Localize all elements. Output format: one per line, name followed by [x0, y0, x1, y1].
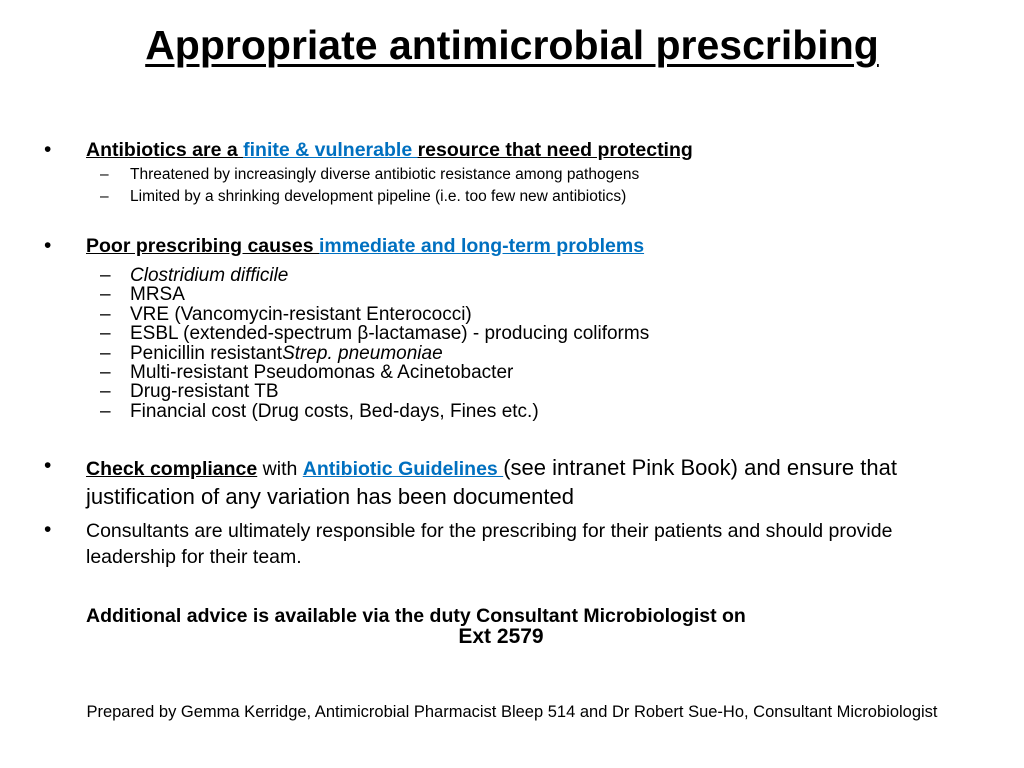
bullet3-rest: (see intranet Pink Book) and ensure that justification of any variation has been documented — [86, 455, 897, 509]
list-item-italic: Clostridium difficile — [130, 265, 289, 286]
dash-icon: – — [100, 303, 111, 325]
dash-icon: – — [100, 400, 111, 422]
bullet1-suffix: resource that need protecting — [417, 139, 693, 161]
list-item — [100, 363, 649, 382]
bullet-check-compliance — [44, 454, 944, 512]
dash-icon: – — [100, 323, 111, 345]
bullet1-prefix: Antibiotics are a — [86, 139, 244, 161]
advice-extension: Ext 2579 — [458, 625, 544, 648]
list-item — [100, 382, 649, 401]
bullet-poor-prescribing — [44, 234, 944, 258]
list-item-text: Multi-resistant Pseudomonas & Acinetobacter — [130, 361, 514, 383]
bullet1-link[interactable]: finite & vulnerable — [243, 139, 418, 161]
list-item — [100, 266, 649, 285]
dash-icon: – — [100, 265, 111, 286]
bullet-dot-icon: • — [44, 518, 52, 541]
footer-credits: Prepared by Gemma Kerridge, Antimicrobial Pharmacist Bleep 514 and Dr Robert Sue-Ho, Consultant Microbiologist — [86, 703, 938, 721]
list-item — [100, 324, 649, 343]
list-item-text: Penicillin resistant — [130, 342, 283, 364]
list-item-italic: Strep. pneumoniae — [282, 342, 443, 364]
list-item-text: Financial cost (Drug costs, Bed-days, Fines etc.) — [130, 400, 539, 422]
bullet-dot-icon: • — [44, 234, 52, 257]
dash-icon: – — [100, 381, 111, 403]
list-item-text: VRE (Vancomycin-resistant Enterococci) — [130, 303, 472, 325]
bullet2-link[interactable]: immediate and long-term problems — [319, 235, 645, 257]
dash-icon: – — [100, 284, 111, 306]
list-item-text: MRSA — [130, 284, 185, 306]
problem-list — [100, 266, 649, 421]
bullet-text — [86, 138, 693, 162]
sub-item-text: Threatened by increasingly diverse antibiotic resistance among pathogens — [130, 166, 640, 183]
bullet3-bold: Check compliance — [86, 458, 258, 480]
bullet-dot-icon: • — [44, 138, 52, 161]
dash-icon: – — [100, 188, 109, 205]
advice-text — [86, 605, 906, 646]
bullet2-prefix: Poor prescribing causes — [86, 235, 320, 257]
dash-icon: – — [100, 361, 111, 383]
list-item-text: Drug-resistant TB — [130, 381, 279, 403]
list-item — [100, 305, 649, 324]
sub-item — [100, 187, 626, 207]
bullet4-text: Consultants are ultimately responsible for the prescribing for their patients and should provide leadership for their team. — [86, 520, 893, 568]
slide-title: Appropriate antimicrobial prescribing — [145, 22, 879, 68]
sub-item — [100, 165, 639, 185]
bullet-text — [86, 234, 644, 258]
list-item — [100, 285, 649, 304]
bullet3-with: with — [257, 458, 303, 480]
bullet-consultants — [44, 518, 924, 570]
advice-line1: Additional advice is available via the duty Consultant Microbiologist on — [86, 605, 746, 627]
bullet-finite-resource — [44, 138, 944, 162]
list-item — [100, 402, 649, 421]
list-item — [100, 344, 649, 363]
bullet-text — [86, 454, 944, 512]
bullet3-link[interactable]: Antibiotic Guidelines — [302, 458, 504, 480]
dash-icon: – — [100, 166, 109, 183]
list-item-text: ESBL (extended-spectrum β-lactamase) - producing coliforms — [130, 323, 650, 345]
bullet-dot-icon: • — [44, 454, 52, 477]
sub-item-text: Limited by a shrinking development pipeline (i.e. too few new antibiotics) — [130, 188, 627, 205]
dash-icon: – — [100, 342, 111, 364]
